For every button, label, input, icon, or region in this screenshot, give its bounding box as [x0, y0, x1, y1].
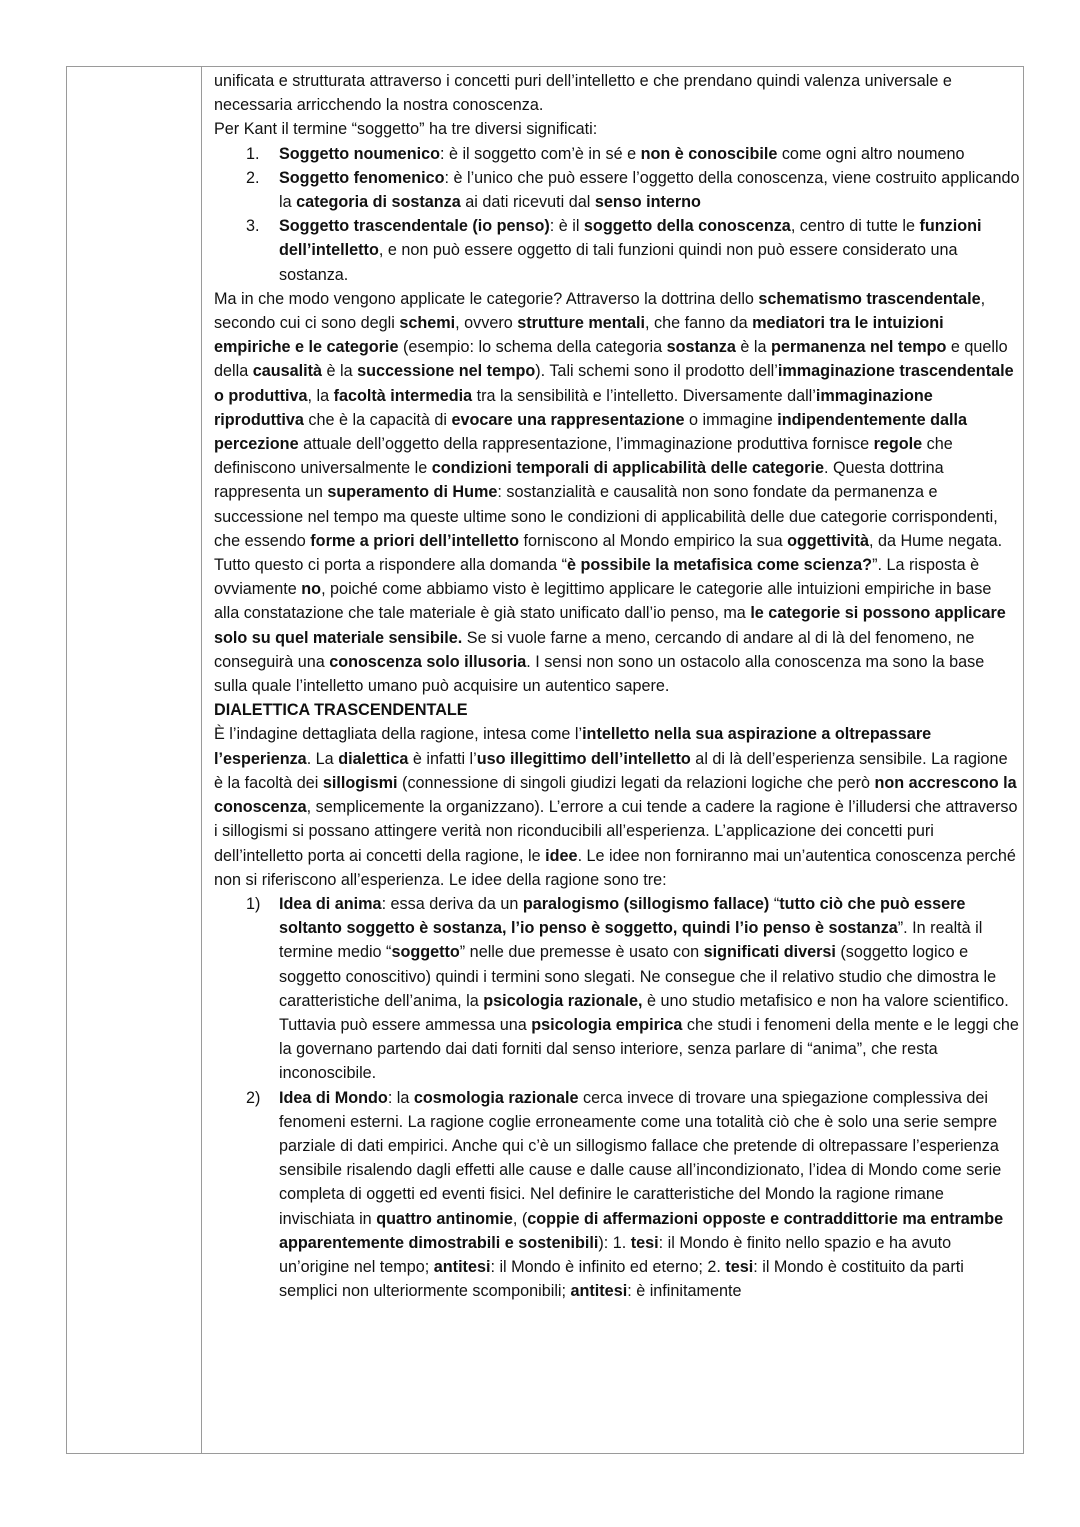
- text-run: Se si vuole farne a meno, cercando di andare al di là del fenomeno, ne conseguirà una: [214, 628, 975, 671]
- text-run: , centro di tutte le: [790, 217, 920, 236]
- bold-text-run: intelletto nella sua aspirazione a oltrepassare l’esperienza: [214, 725, 932, 768]
- text-run: , la: [307, 386, 334, 405]
- section-heading: DIALETTICA TRASCENDENTALE: [214, 701, 468, 720]
- text-run: . La: [306, 749, 339, 768]
- text-run: è uno studio metafisico e non ha valore scientifico. Tuttavia può essere ammessa una: [279, 991, 1009, 1034]
- bold-text-run: non è conoscibile: [640, 144, 778, 163]
- bold-text-run: causalità: [252, 362, 322, 381]
- bold-text-run: significati diversi: [703, 943, 836, 962]
- bold-text-run: non accrescono la conoscenza: [214, 773, 1017, 817]
- bold-text-run: immaginazione trascendentale o produttiva: [214, 362, 1014, 405]
- text-run: al di là dell’esperienza sensibile. La ragione è la facoltà dei: [214, 749, 1008, 792]
- text-run: (soggetto logico e soggetto conoscitivo) quindi i termini sono slegati. Ne consegue che il relativo studio che dimostra le caratteristiche dell’anima, la: [279, 943, 997, 1010]
- bold-text-run: Idea di Mondo: [279, 1088, 388, 1107]
- bold-text-run: strutture mentali: [517, 314, 645, 333]
- bold-text-run: Soggetto trascendentale (io penso): [279, 217, 550, 236]
- text-run: , poiché come abbiamo visto è legittimo applicare le categorie alle intuizioni empiriche in base alla constatazione che tale materiale è già stato unificato dall’io penso, ma: [214, 580, 992, 623]
- bold-text-run: schemi: [399, 314, 456, 333]
- list-item: [214, 142, 1020, 166]
- list-item-number: 1.: [246, 144, 260, 163]
- bold-text-run: Idea di anima: [279, 894, 382, 913]
- list-item: [214, 892, 1020, 1086]
- bold-text-run: senso interno: [594, 193, 701, 212]
- subject-list: [214, 142, 1020, 287]
- bold-text-run: no: [301, 580, 322, 599]
- text-run: ): 1.: [598, 1233, 631, 1252]
- text-run: ”. In realtà il termine medio “: [279, 919, 983, 962]
- text-run: ”. La risposta è ovviamente: [214, 556, 980, 599]
- text-run: : è l’unico che può essere l’oggetto della conoscenza, viene costruito applicando la: [279, 168, 1020, 212]
- bold-text-run: indipendentemente dalla percezione: [214, 410, 967, 454]
- bold-text-run: uso illegittimo dell’intelletto: [476, 749, 691, 768]
- text-run: ” nelle due premesse è usato con: [459, 943, 704, 962]
- text-run: , secondo cui ci sono degli: [214, 289, 986, 333]
- text-run: . I sensi non sono un ostacolo alla conoscenza ma sono la base sulla quale l’intelletto umano può acquisire un autentico sapere.: [214, 652, 985, 696]
- bold-text-run: le categorie si possono applicare solo su quel materiale sensibile.: [214, 604, 1006, 647]
- text-run: come ogni altro noumeno: [777, 144, 965, 163]
- bold-text-run: sillogismi: [322, 773, 398, 792]
- text-run: che è la capacità di: [303, 410, 452, 429]
- bold-text-run: regole: [873, 435, 923, 454]
- text-run: forniscono al Mondo empirico la sua: [518, 531, 788, 550]
- bold-text-run: successione nel tempo: [357, 362, 536, 381]
- text-run: : essa deriva da un: [381, 894, 523, 913]
- text-run: : è infinitamente: [627, 1282, 742, 1301]
- bold-text-run: coppie di affermazioni opposte e contraddittorie ma entrambe apparentemente dimostrabili e sostenibili: [279, 1209, 1004, 1252]
- bold-text-run: permanenza nel tempo: [770, 338, 947, 357]
- intro-paragraph: [214, 69, 1020, 117]
- text-run: È l’indagine dettagliata della ragione, intesa come l’: [214, 725, 583, 744]
- bold-text-run: soggetto: [391, 943, 460, 962]
- bold-text-run: oggettività: [787, 531, 869, 550]
- text-run: : la: [387, 1088, 414, 1107]
- bold-text-run: conoscenza solo illusoria: [329, 652, 527, 671]
- bold-text-run: evocare una rappresentazione: [451, 410, 685, 429]
- text-run: (connessione di singoli giudizi legati da relazioni logiche che però: [397, 773, 875, 792]
- text-run: , (: [512, 1209, 528, 1228]
- bold-text-run: mediatori tra le intuizioni empiriche e le categorie: [214, 314, 944, 357]
- bold-text-run: tesi: [725, 1257, 754, 1276]
- bold-text-run: tesi: [630, 1233, 659, 1252]
- ideas-list: [214, 892, 1020, 1303]
- list-item-number: 2.: [246, 168, 260, 187]
- bold-text-run: antitesi: [570, 1282, 628, 1301]
- text-run: o immagine: [684, 410, 778, 429]
- bold-text-run: superamento di Hume: [327, 483, 498, 502]
- text-run: che definiscono universalmente le: [214, 435, 953, 478]
- bold-text-run: sostanza: [666, 338, 736, 357]
- list-item-number: 3.: [246, 217, 260, 236]
- text-run: . Le idee non forniranno mai un’autentica conoscenza perché non si riferiscono all’esperienza. Le idee della ragione sono tre:: [214, 846, 1016, 889]
- list-item-number: 1): [246, 894, 261, 913]
- text-run: Tutto questo ci porta a rispondere alla domanda “: [214, 556, 568, 575]
- bold-text-run: quattro antinomie: [376, 1209, 513, 1228]
- text-run: Ma in che modo vengono applicate le categorie? Attraverso la dottrina dello: [214, 289, 759, 308]
- text-run: è la: [735, 338, 771, 357]
- subject-intro-paragraph: [214, 117, 1020, 141]
- list-item-number: 2): [246, 1088, 261, 1107]
- bold-text-run: tutto ciò che può essere soltanto soggetto è sostanza, l’io penso è soggetto, quindi l’io penso è sostanza: [279, 894, 966, 938]
- text-run: “: [769, 894, 780, 913]
- bold-text-run: schematismo trascendentale: [758, 289, 981, 308]
- text-run: che studi i fenomeni della mente e le leggi che la governano partendo dai dati forniti dal senso interiore, senza parlare di “anima”, che resta inconoscibile.: [279, 1015, 1019, 1083]
- text-run: , da Hume negata.: [868, 531, 1003, 550]
- text-run: . Questa dottrina rappresenta un: [214, 459, 944, 502]
- text-run: : sostanzialità e causalità non sono fondate da permanenza e successione nel tempo ma queste ultime sono le condizioni di applicabilità delle due categorie corrispondenti, che essendo: [214, 483, 998, 550]
- bold-text-run: funzioni dell’intelletto: [279, 217, 982, 260]
- bold-text-run: psicologia empirica: [531, 1015, 683, 1034]
- text-run: , che fanno da: [645, 314, 753, 333]
- left-column: [67, 67, 202, 1453]
- bold-text-run: condizioni temporali di applicabilità delle categorie: [431, 459, 824, 478]
- text-run: , ovvero: [455, 314, 518, 333]
- text-run: e quello della: [214, 338, 1008, 381]
- bold-text-run: cosmologia razionale: [413, 1088, 579, 1107]
- list-item: [214, 1086, 1020, 1304]
- text-run: cerca invece di trovare una spiegazione complessiva dei fenomeni esterni. La ragione coglie erroneamente come una totalità ciò che è solo una serie sempre parziale di dati empirici. Anche qui c’è un sillogismo fallace che pretende di oltrepassare l’esperienza sensibile risalendo dagli effetti alle cause e dalle cause all’incondizionato, l’idea di Mondo come serie completa di oggetti ed eventi fisici. Nel definire le caratteristiche del Mondo la ragione rimane invischiata in: [279, 1088, 1002, 1228]
- list-item: [214, 166, 1020, 214]
- text-run: attuale dell’oggetto della rappresentazione, l’immaginazione produttiva fornisce: [298, 435, 874, 454]
- text-run: : il Mondo è infinito ed eterno; 2.: [490, 1257, 726, 1276]
- text-run: (esempio: lo schema della categoria: [398, 338, 667, 357]
- bold-text-run: dialettica: [338, 749, 409, 768]
- text-run: : è il: [549, 217, 584, 236]
- text-run: è la: [322, 362, 358, 381]
- content-column: [214, 69, 1020, 1303]
- text-run: : è il soggetto com’è in sé e: [439, 144, 641, 163]
- bold-text-run: categoria di sostanza: [296, 193, 461, 212]
- text-run: , semplicemente la organizzano). L’errore a cui tende a cadere la ragione è l’illudersi che attraverso i sillogismi si possano attingere verità non riconducibili all’esperienza. L’applicazione dei concetti puri dell’intelletto porta ai concetti della ragione, le: [214, 798, 1018, 865]
- text-run: , e non può essere oggetto di tali funzioni quindi non può essere considerato una sostanza.: [279, 241, 958, 284]
- bold-text-run: facoltà intermedia: [333, 386, 473, 405]
- text-run: è infatti l’: [408, 749, 477, 768]
- bold-text-run: antitesi: [433, 1257, 491, 1276]
- bold-text-run: soggetto della conoscenza: [583, 217, 791, 236]
- text-run: Per Kant il termine “soggetto” ha tre diversi significati:: [214, 120, 598, 139]
- bold-text-run: idee: [545, 846, 578, 865]
- text-run: ai dati ricevuti dal: [460, 193, 595, 212]
- text-run: ). Tali schemi sono il prodotto dell’: [535, 362, 778, 381]
- document-table: [66, 66, 1024, 1454]
- metaphysics-paragraph: [214, 553, 1020, 698]
- bold-text-run: Soggetto noumenico: [279, 144, 440, 163]
- bold-text-run: è possibile la metafisica come scienza?: [567, 556, 873, 575]
- schematism-paragraph: [214, 287, 1020, 553]
- bold-text-run: psicologia razionale,: [483, 991, 643, 1010]
- text-run: : il Mondo è finito nello spazio e ha avuto un’origine nel tempo;: [279, 1233, 952, 1276]
- text-run: tra la sensibilità e l’intelletto. Diversamente dall’: [472, 386, 816, 405]
- list-item: [214, 214, 1020, 287]
- dialectic-paragraph: [214, 722, 1020, 891]
- bold-text-run: Soggetto fenomenico: [279, 168, 445, 187]
- bold-text-run: forme a priori dell’intelletto: [310, 531, 519, 550]
- bold-text-run: immaginazione riproduttiva: [214, 386, 933, 429]
- text-run: : il Mondo è costituito da parti semplici non ulteriormente scomponibili;: [279, 1257, 964, 1301]
- text-run: unificata e strutturata attraverso i concetti puri dell’intelletto e che prendano quindi valenza universale e necessaria arricchendo la nostra conoscenza.: [214, 72, 952, 115]
- bold-text-run: paralogismo (sillogismo fallace): [522, 894, 770, 913]
